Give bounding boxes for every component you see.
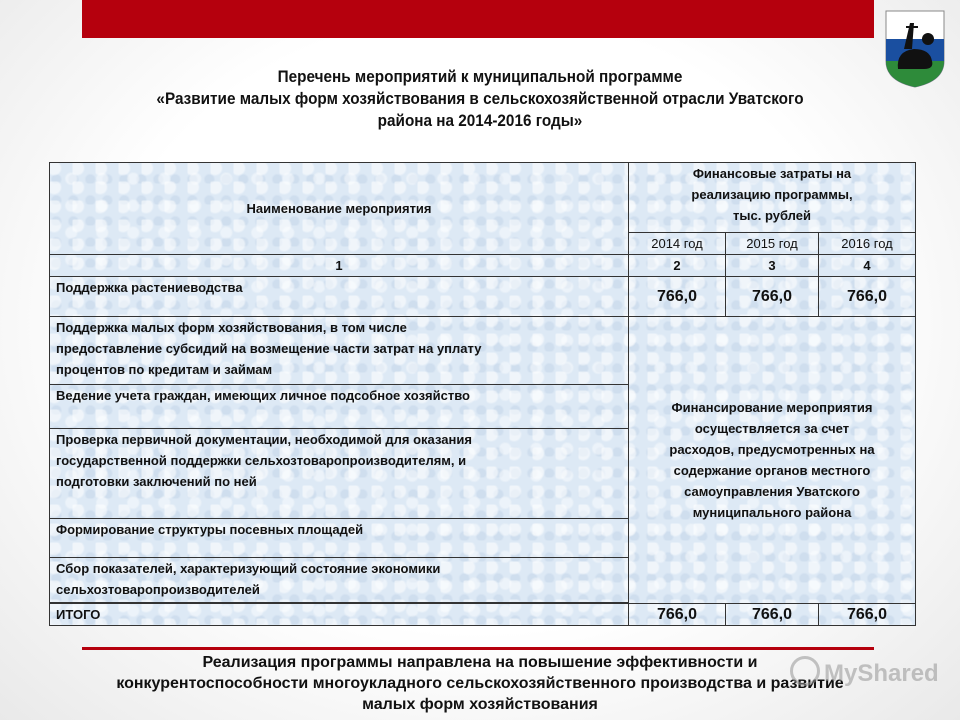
footer-line-3: малых форм хозяйствования [362,696,598,713]
financing-note-line: самоуправления Уватского [684,484,860,499]
header-finance-line-1: Финансовые затраты на [692,166,852,181]
activity-text-line: Сбор показателей, характеризующий состояние экономики [56,561,441,576]
activity-sowing-structure: Формирование структуры посевных площадей [50,519,629,558]
activity-text-line: процентов по кредитам и займам [56,362,273,377]
measures-table [49,162,916,626]
activity-text-line: подготовки заключений по ней [56,474,257,489]
table-column-numbers-row [50,255,916,277]
activity-indicators-collection [50,558,629,603]
footer-line-2: конкурентоспособности многоукладного сельскохозяйственного производства и развитие [116,675,844,692]
header-activity-name: Наименование мероприятия [50,163,629,255]
column-number-2: 2 [629,255,726,277]
total-2016: 766,0 [819,604,916,626]
title-line-3: района на 2014-2016 годы» [377,111,583,130]
title-line-2: «Развитие малых форм хозяйствования в сельскохозяйственной отрасли Уватского [156,89,804,108]
table-header-row [50,163,916,233]
activity-text-line: Поддержка малых форм хозяйствования, в том числе [56,320,407,335]
total-2014: 766,0 [629,604,726,626]
header-year-2015: 2015 год [726,233,819,255]
activity-document-check [50,429,629,519]
watermark-text: MyShared [824,660,939,687]
financing-note-line: расходов, предусмотренных на [669,442,875,457]
column-number-1: 1 [50,255,629,277]
activity-crop-support: Поддержка растениеводства [50,277,629,317]
bottom-red-line [82,647,874,650]
activity-small-farm-support [50,317,629,385]
title-line-1: Перечень мероприятий к муниципальной программе [277,67,683,86]
header-year-2014: 2014 год [629,233,726,255]
merged-financing-note [629,317,916,604]
header-finance-line-2: реализацию программы, [691,187,853,202]
table-row [50,277,916,317]
activity-text-line: Проверка первичной документации, необходимой для оказания [56,432,472,447]
footer-line-1: Реализация программы направлена на повышение эффективности и [202,654,758,671]
page-title [102,66,858,132]
activity-text-line: сельхозтоваропроизводителей [56,582,260,597]
financing-note-line: содержание органов местного [673,463,871,478]
financing-note-line: муниципального района [692,505,852,520]
activity-text-line: предоставление субсидий на возмещение части затрат на уплату [56,341,482,356]
total-label: ИТОГО [50,604,629,626]
total-2015: 766,0 [726,604,819,626]
column-number-3: 3 [726,255,819,277]
header-financial-costs [629,163,916,233]
table-total-row [50,604,916,626]
watermark [790,656,940,696]
value-2015: 766,0 [726,277,819,317]
value-2014: 766,0 [629,277,726,317]
watermark-logo-icon [790,656,820,686]
value-2016: 766,0 [819,277,916,317]
coat-of-arms-icon [884,9,946,89]
activity-text-line: государственной поддержки сельхозтоваропроизводителям, и [56,453,467,468]
footer-summary [40,652,920,715]
financing-note-line: Финансирование мероприятия [671,400,873,415]
financing-note-line: осуществляется за счет [694,421,850,436]
header-finance-line-3: тыс. рублей [733,208,811,223]
activity-household-registry: Ведение учета граждан, имеющих личное подсобное хозяйство [50,385,629,429]
header-year-2016: 2016 год [819,233,916,255]
column-number-4: 4 [819,255,916,277]
table-row [50,317,916,385]
top-red-bar [82,0,874,38]
